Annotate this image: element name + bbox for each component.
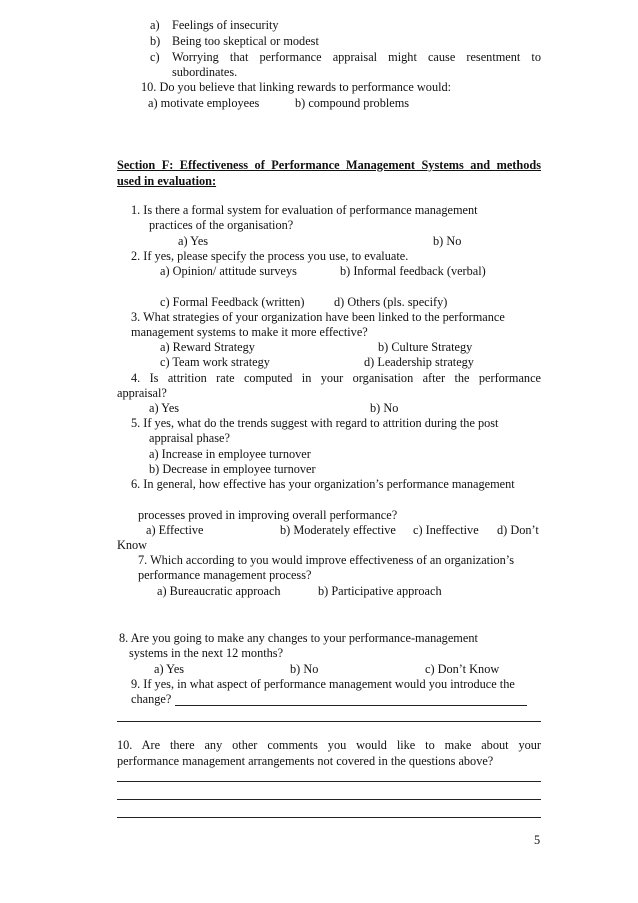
q10-option-a: a) motivate employees (148, 96, 260, 110)
option-worrying-line-1: Worrying that performance appraisal might cause resentment to (172, 50, 541, 64)
q6-option-d-wrap: Know (117, 538, 148, 552)
question-1-line-1: 1. Is there a formal system for evaluation of performance management (131, 203, 478, 217)
question-3-line-2: management systems to make it more effective? (131, 325, 368, 339)
q5-option-a: a) Increase in employee turnover (149, 447, 311, 461)
option-worrying-line-2: subordinates. (172, 65, 238, 79)
q9-answer-line[interactable] (117, 721, 541, 722)
question-5-line-2: appraisal phase? (149, 431, 230, 445)
q3-option-b: b) Culture Strategy (378, 340, 473, 354)
question-3-line-1: 3. What strategies of your organization have been linked to the performance (131, 310, 505, 324)
question-1-line-2: practices of the organisation? (149, 218, 294, 232)
question-7-line-2: performance management process? (138, 568, 312, 582)
q9-answer-blank-inline[interactable] (175, 705, 527, 706)
q10-answer-line-1[interactable] (117, 781, 541, 782)
q4-option-no: b) No (370, 401, 399, 415)
section-f-heading-line-1: Section F: Effectiveness of Performance Management Systems and methods (117, 158, 541, 172)
question-4-line-1: 4. Is attrition rate computed in your organisation after the performance (131, 371, 541, 385)
question-6-line-1: 6. In general, how effective has your organization’s performance management (131, 477, 515, 491)
list-marker-b: b) (150, 34, 161, 48)
question-10-line-2: performance management arrangements not covered in the questions above? (117, 754, 494, 768)
q6-option-c: c) Ineffective (413, 523, 479, 537)
q1-option-yes: a) Yes (178, 234, 209, 248)
q8-option-yes: a) Yes (154, 662, 185, 676)
q6-option-d: d) Don’t (497, 523, 539, 537)
question-10-line-1: 10. Are there any other comments you would like to make about your (117, 738, 541, 752)
q10-answer-line-2[interactable] (117, 799, 541, 800)
q5-option-b: b) Decrease in employee turnover (149, 462, 316, 476)
q2-option-a: a) Opinion/ attitude surveys (160, 264, 297, 278)
option-feelings-of-insecurity: Feelings of insecurity (172, 18, 279, 32)
question-8-line-1: 8. Are you going to make any changes to your performance-management (119, 631, 478, 645)
question-6-line-2: processes proved in improving overall performance? (138, 508, 398, 522)
section-f-heading-line-2: used in evaluation: (117, 174, 217, 188)
question-8-line-2: systems in the next 12 months? (129, 646, 284, 660)
page-number: 5 (534, 833, 541, 847)
q7-option-a: a) Bureaucratic approach (157, 584, 281, 598)
list-marker-a: a) (150, 18, 160, 32)
question-2: 2. If yes, please specify the process you use, to evaluate. (131, 249, 409, 263)
q8-option-no: b) No (290, 662, 319, 676)
q4-option-yes: a) Yes (149, 401, 180, 415)
question-10-linking-rewards: 10. Do you believe that linking rewards to performance would: (141, 80, 452, 94)
question-5-line-1: 5. If yes, what do the trends suggest with regard to attrition during the post (131, 416, 499, 430)
q3-option-a: a) Reward Strategy (160, 340, 255, 354)
question-7-line-1: 7. Which according to you would improve effectiveness of an organization’s (138, 553, 514, 567)
q10-option-b: b) compound problems (295, 96, 410, 110)
q3-option-c: c) Team work strategy (160, 355, 270, 369)
q3-option-d: d) Leadership strategy (364, 355, 474, 369)
q1-option-no: b) No (433, 234, 462, 248)
question-4-line-2: appraisal? (117, 386, 167, 400)
q8-option-dont-know: c) Don’t Know (425, 662, 500, 676)
question-9-line-2: change? (131, 692, 172, 706)
q2-option-d: d) Others (pls. specify) (334, 295, 448, 309)
list-marker-c: c) (150, 50, 160, 64)
question-9-line-1: 9. If yes, in what aspect of performance management would you introduce the (131, 677, 515, 691)
q7-option-b: b) Participative approach (318, 584, 442, 598)
q2-option-c: c) Formal Feedback (written) (160, 295, 305, 309)
option-too-skeptical: Being too skeptical or modest (172, 34, 319, 48)
q6-option-a: a) Effective (146, 523, 204, 537)
q10-answer-line-3[interactable] (117, 817, 541, 818)
q2-option-b: b) Informal feedback (verbal) (340, 264, 486, 278)
q6-option-b: b) Moderately effective (280, 523, 396, 537)
